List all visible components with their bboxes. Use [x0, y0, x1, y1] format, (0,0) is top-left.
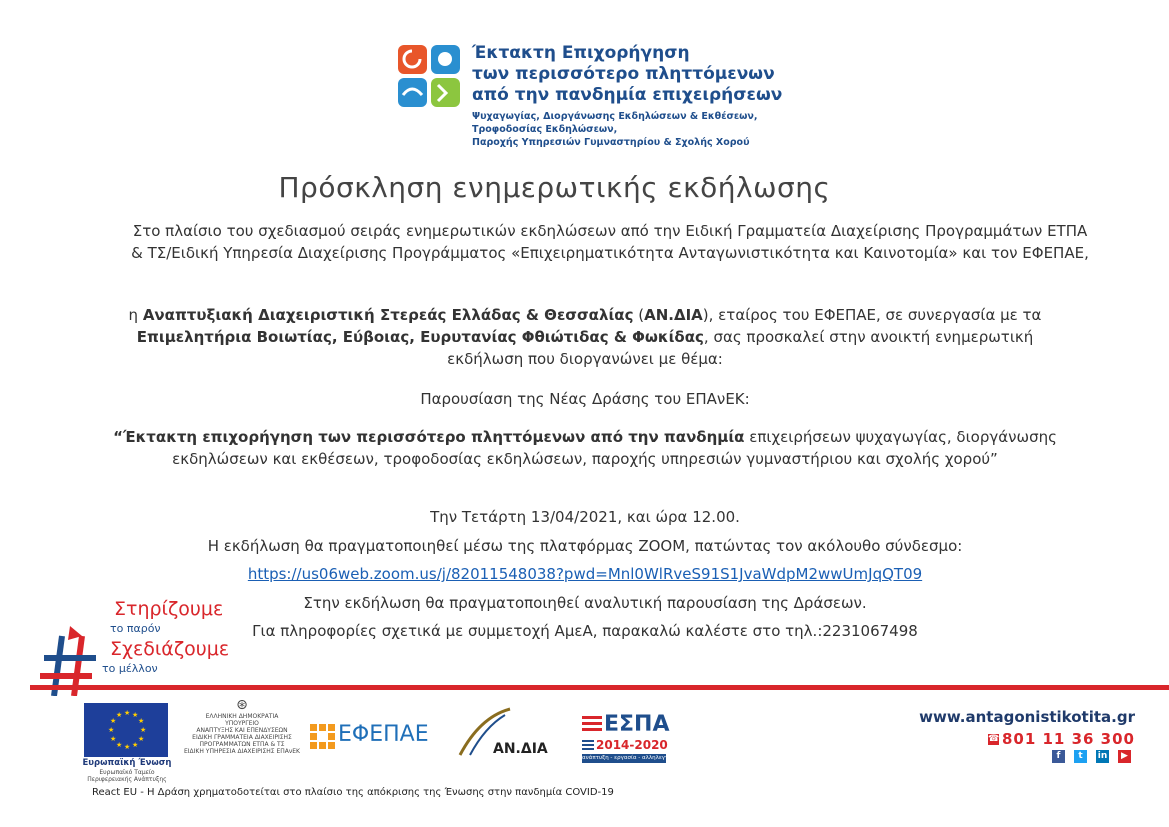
organizer-name: Αναπτυξιακή Διαχειριστική Στερεάς Ελλάδας & Θεσσαλίας — [142, 306, 634, 324]
efepae-logo: ΕΦΕΠΑΕ — [310, 720, 460, 760]
svg-text:★: ★ — [132, 711, 139, 719]
hashtag-icon — [32, 596, 102, 696]
invitation-paragraph: η Αναπτυξιακή Διαχειριστική Στερεάς Ελλάδας & Θεσσαλίας (ΑΝ.ΔΙΑ), εταίρος του ΕΦΕΠΑΕ, σε συνεργασία με τα Επιμελητήρια Βοιωτίας, Εύβοιας, Ευρυτανίας Φθιώτιδας & Φωκίδας, σας προσκαλεί στην ανοικτή ενημερωτική εκδήλωση που διοργανώνει με θέμα: — [128, 306, 1042, 368]
eu-label: Ευρωπαϊκή Ένωση — [82, 758, 172, 768]
efepae-mark-icon — [310, 724, 336, 750]
contact-line: Για πληροφορίες σχετικά με συμμετοχή ΑμεΑ, παρακαλώ καλέστε στο τηλ.:2231067498 — [252, 622, 918, 640]
campaign-logo — [32, 596, 232, 696]
campaign-line-1: Στηρίζουμε — [114, 598, 224, 620]
svg-text:★: ★ — [138, 717, 145, 725]
website-url[interactable]: www.antagonistikotita.gr — [919, 708, 1135, 726]
zoom-link[interactable]: https://us06web.zoom.us/j/82011548038?pwd=Mnl0WlRveS91S1JvaWdpM2wwUmJqQT09 — [247, 565, 923, 583]
svg-text:★: ★ — [124, 743, 131, 751]
greek-emblem-icon: ⊛ — [236, 697, 248, 713]
youtube-icon[interactable]: ▶ — [1118, 750, 1131, 763]
svg-text:★: ★ — [110, 735, 117, 743]
andia-logo: ΑΝ.ΔΙΑ — [455, 707, 555, 767]
action-logo-subtitle: Ψυχαγωγίας, Διοργάνωσης Εκδηλώσεων & Εκθέσεων, Τροφοδοσίας Εκδηλώσεων, Παροχής Υπηρεσιών Γυμναστηρίου & Σχολής Χορού — [472, 111, 758, 148]
action-logo-title: Έκτακτη Επιχορήγηση των περισσότερο πληττόμενων από την πανδημία επιχειρήσεων — [472, 43, 783, 105]
intro-paragraph: Στο πλαίσιο του σχεδιασμού σειράς ενημερωτικών εκδηλώσεων από την Ειδική Γραμματεία Διαχείρισης Προγραμμάτων ΕΤΠΑ & ΤΣ/Ειδική Υπηρεσία Διαχείρισης Προγράμματος «Επιχειρηματικότητα Ανταγωνιστικότητα και Καινοτομία» και τον ΕΦΕΠΑΕ, — [131, 222, 1089, 262]
zoom-instructions: Η εκδήλωση θα πραγματοποιηθεί μέσω της πλατφόρμας ZOOM, πατώντας τον ακόλουθο σύνδεσμο: — [207, 537, 963, 555]
campaign-small-2: το μέλλον — [102, 662, 158, 675]
svg-text:★: ★ — [108, 726, 115, 734]
topic-text: “Έκτακτη επιχορήγηση των περισσότερο πληττόμενων από την πανδημία επιχειρήσεων ψυχαγωγίας, διοργάνωσης εκδηλώσεων και εκθέσεων, τροφοδοσίας εκδηλώσεων, παροχής υπηρεσιών γυμναστήριου και σχολής χορού” — [113, 428, 1057, 468]
divider-line — [30, 685, 1169, 690]
action-logo — [398, 43, 783, 155]
espa-logo: ΕΣΠΑ 2014-2020 ανάπτυξη - εργασία - αλληλεγγύη — [582, 712, 675, 761]
organizer-abbr: ΑΝ.ΔΙΑ — [644, 306, 703, 324]
greek-flag-icon — [582, 740, 594, 750]
social-icons — [1050, 750, 1135, 764]
svg-text:★: ★ — [116, 711, 123, 719]
svg-text:★: ★ — [110, 717, 117, 725]
svg-text:★: ★ — [132, 741, 139, 749]
greek-ministry-logo: ⊛ ΕΛΛΗΝΙΚΗ ΔΗΜΟΚΡΑΤΙΑ ΥΠΟΥΡΓΕΙΟ ΑΝΑΠΤΥΞΗΣ ΚΑΙ ΕΠΕΝΔΥΣΕΩΝ ΕΙΔΙΚΗ ΓΡΑΜΜΑΤΕΙΑ ΔΙΑΧΕΙΡΙΣΗΣ ΠΡΟΓΡΑΜΜΑΤΩΝ ΕΤΠΑ & ΤΣ ΕΙΔΙΚΗ ΥΠΗΡΕΣΙΑ ΔΙΑΧΕΙΡΙΣΗΣ ΕΠΑνΕΚ — [178, 697, 306, 767]
twitter-icon[interactable]: t — [1074, 750, 1087, 763]
eu-sublabel: Ευρωπαϊκό Ταμείο Περιφερειακής Ανάπτυξης — [87, 769, 167, 783]
phone-icon: ☎ — [987, 734, 1000, 744]
page-title: Πρόσκληση ενημερωτικής εκδήλωσης — [278, 171, 831, 204]
footer-note: React EU - Η Δράση χρηματοδοτείται στο πλαίσιο της απόκρισης της Ένωσης στην πανδημία COVID-19 — [92, 787, 614, 798]
svg-text:★: ★ — [116, 741, 123, 749]
espa-stripes-icon — [582, 716, 602, 734]
date-line: Την Τετάρτη 13/04/2021, και ώρα 12.00. — [430, 508, 740, 526]
action-logo-icon — [398, 45, 460, 107]
linkedin-icon[interactable]: in — [1097, 751, 1108, 761]
details-line: Στην εκδήλωση θα πραγματοποιηθεί αναλυτική παρουσίαση της Δράσεων. — [303, 594, 867, 612]
chambers-names: Επιμελητήρια Βοιωτίας, Εύβοιας, Ευρυτανίας Φθιώτιδας & Φωκίδας — [136, 328, 704, 346]
svg-text:★: ★ — [138, 735, 145, 743]
svg-text:★: ★ — [140, 726, 147, 734]
svg-text:★: ★ — [124, 709, 131, 717]
campaign-line-2: Σχεδιάζουμε — [110, 638, 230, 660]
facebook-icon[interactable]: f — [1052, 750, 1065, 763]
campaign-small-1: το παρόν — [110, 622, 161, 635]
eu-flag-icon — [84, 703, 168, 757]
topic-intro: Παρουσίαση της Νέας Δράσης του ΕΠΑνΕΚ: — [420, 390, 750, 408]
zoom-link-row — [100, 563, 1070, 585]
phone-number: ☎ 801 11 36 300 — [987, 730, 1135, 748]
